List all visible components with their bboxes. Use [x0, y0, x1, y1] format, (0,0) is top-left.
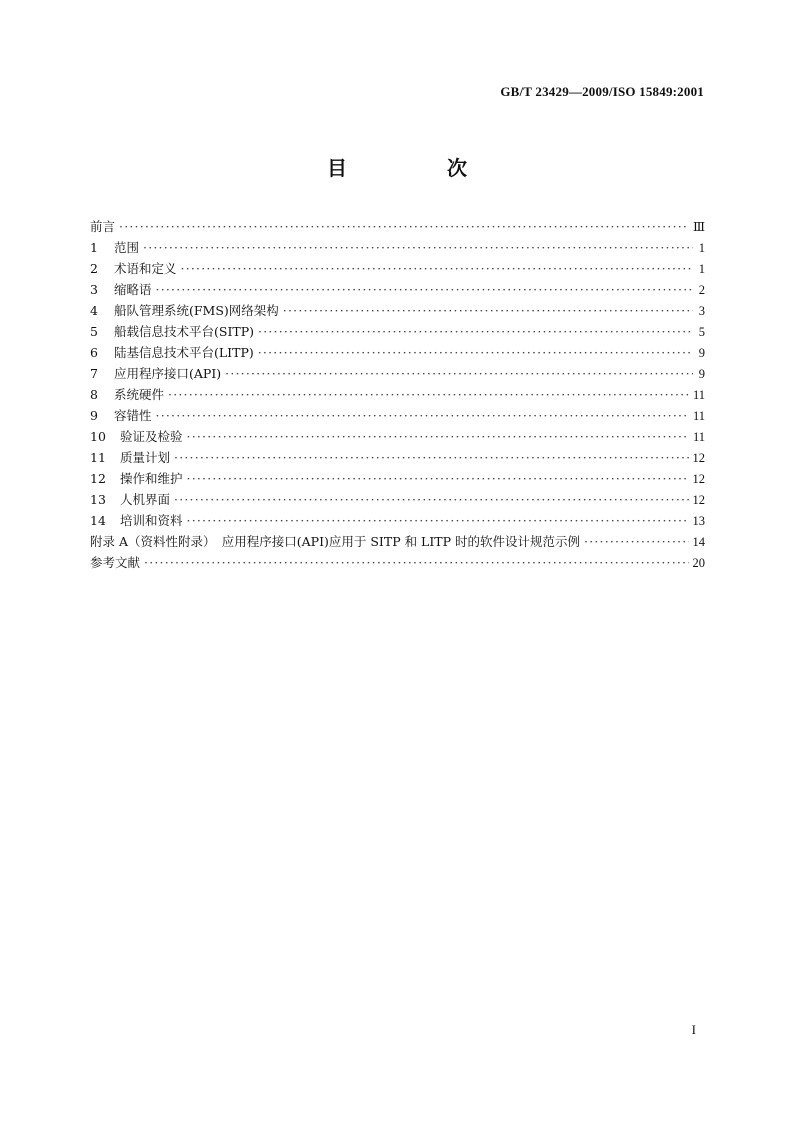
toc-entry-page: 11 — [692, 409, 705, 423]
toc-entry-label — [90, 510, 183, 531]
toc-entry-number: 6 — [90, 345, 98, 360]
toc-leader-dots — [168, 384, 689, 405]
toc-entry-4[interactable] — [90, 300, 705, 321]
toc-entry-12[interactable] — [90, 468, 705, 489]
standard-code: GB/T 23429—2009/ISO 15849:2001 — [500, 84, 704, 99]
toc-entry-number: 5 — [90, 324, 98, 339]
toc-leader-dots — [258, 321, 693, 342]
toc-entry-page: Ⅲ — [692, 220, 705, 234]
toc-entry-11[interactable] — [90, 447, 705, 468]
toc-entry-text: 质量计划 — [120, 450, 171, 465]
toc-entry-1[interactable] — [90, 237, 705, 258]
toc-leader-dots — [174, 489, 688, 510]
toc-leader-dots — [258, 342, 693, 363]
toc-entry-text: 操作和维护 — [120, 471, 183, 486]
toc-leader-dots — [181, 258, 693, 279]
toc-entry-page: 3 — [698, 304, 705, 318]
toc-entry-page: 5 — [698, 325, 705, 339]
toc-entry-3[interactable] — [90, 279, 705, 300]
toc-entry-number: 4 — [90, 303, 98, 318]
toc-entry-text: 系统硬件 — [114, 387, 165, 402]
toc-leader-dots — [187, 468, 689, 489]
toc-entry-10[interactable] — [90, 426, 705, 447]
toc-leader-dots — [584, 531, 688, 552]
toc-entry-number: 1 — [90, 240, 98, 255]
toc-entry-number: 9 — [90, 408, 98, 423]
toc-entry-label: 前言 — [90, 219, 116, 234]
toc-entry-number: 12 — [90, 471, 106, 486]
toc-entry-page: 12 — [692, 451, 705, 465]
toc-entry-number: 14 — [90, 513, 106, 528]
toc-entry-label — [90, 300, 279, 321]
toc-entry-page: 11 — [692, 388, 705, 402]
toc-entry-text: 船队管理系统(FMS)网络架构 — [114, 303, 279, 318]
toc-entry-number: 3 — [90, 282, 98, 297]
toc-entry-annex-a[interactable] — [90, 531, 705, 552]
toc-entry-14[interactable] — [90, 510, 705, 531]
toc-entry-label — [90, 342, 254, 363]
toc-entry-label — [90, 426, 183, 447]
toc-entry-page: 11 — [692, 430, 705, 444]
toc-leader-dots — [144, 552, 688, 573]
toc-entry-label: 参考文献 — [90, 555, 141, 570]
toc-entry-label — [90, 279, 152, 300]
toc-entry-text: 培训和资料 — [120, 513, 183, 528]
toc-entry-text: 船载信息技术平台(SITP) — [114, 324, 255, 339]
toc-entry-13[interactable] — [90, 489, 705, 510]
toc-leader-dots — [225, 363, 693, 384]
toc-leader-dots — [187, 426, 689, 447]
toc-entry-page: 14 — [692, 535, 705, 549]
toc-entry-text: 容错性 — [114, 408, 152, 423]
toc-entry-page: 12 — [692, 493, 705, 507]
toc-entry-text: 人机界面 — [120, 492, 171, 507]
toc-entry-page: 12 — [692, 472, 705, 486]
toc-entry-text: 验证及检验 — [120, 429, 183, 444]
toc-entry-label — [90, 468, 183, 489]
toc-leader-dots — [283, 300, 693, 321]
toc-entry-label — [90, 489, 170, 510]
toc-entry-text: 缩略语 — [114, 282, 152, 297]
toc-entry-foreword[interactable] — [90, 216, 705, 237]
toc-leader-dots — [187, 510, 689, 531]
toc-entry-2[interactable] — [90, 258, 705, 279]
toc-entry-label — [90, 237, 139, 258]
toc-entry-number: 8 — [90, 387, 98, 402]
toc-entry-9[interactable] — [90, 405, 705, 426]
page-title: 目 次 — [327, 156, 507, 180]
toc-entry-label — [90, 384, 164, 405]
toc-entry-bibliography[interactable] — [90, 552, 705, 573]
toc-entry-7[interactable] — [90, 363, 705, 384]
toc-entry-text: 陆基信息技术平台(LITP) — [114, 345, 254, 360]
toc-entry-text: 应用程序接口(API) — [114, 366, 222, 381]
toc-entry-5[interactable] — [90, 321, 705, 342]
toc-entry-label — [90, 447, 170, 468]
toc-entry-8[interactable] — [90, 384, 705, 405]
page-number: I — [691, 1022, 696, 1037]
toc-entry-label — [90, 321, 254, 342]
toc-entry-page: 9 — [698, 346, 705, 360]
toc-entry-page: 1 — [698, 241, 705, 255]
toc-entry-number: 7 — [90, 366, 98, 381]
toc-leader-dots — [143, 237, 693, 258]
toc-leader-dots — [156, 279, 693, 300]
toc-entry-label — [90, 405, 152, 426]
toc-entry-text: 范围 — [114, 240, 140, 255]
toc-entry-page: 1 — [698, 262, 705, 276]
toc-entry-number: 10 — [90, 429, 106, 444]
toc-entry-number: 11 — [90, 450, 106, 465]
toc-entry-label — [90, 363, 221, 384]
toc-entry-page: 13 — [692, 514, 705, 528]
toc-entry-page: 20 — [692, 556, 705, 570]
toc-leader-dots — [119, 216, 689, 237]
toc-entry-6[interactable] — [90, 342, 705, 363]
toc-leader-dots — [156, 405, 689, 426]
toc-entry-page: 9 — [698, 367, 705, 381]
toc-entry-page: 2 — [698, 283, 705, 297]
toc-entry-label: 附录 A（资料性附录） 应用程序接口(API)应用于 SITP 和 LITP 时的软件设计规范示例 — [90, 534, 581, 549]
table-of-contents — [90, 216, 705, 573]
toc-leader-dots — [174, 447, 688, 468]
toc-entry-label — [90, 258, 177, 279]
toc-entry-text: 术语和定义 — [114, 261, 177, 276]
toc-entry-number: 13 — [90, 492, 106, 507]
toc-entry-number: 2 — [90, 261, 98, 276]
